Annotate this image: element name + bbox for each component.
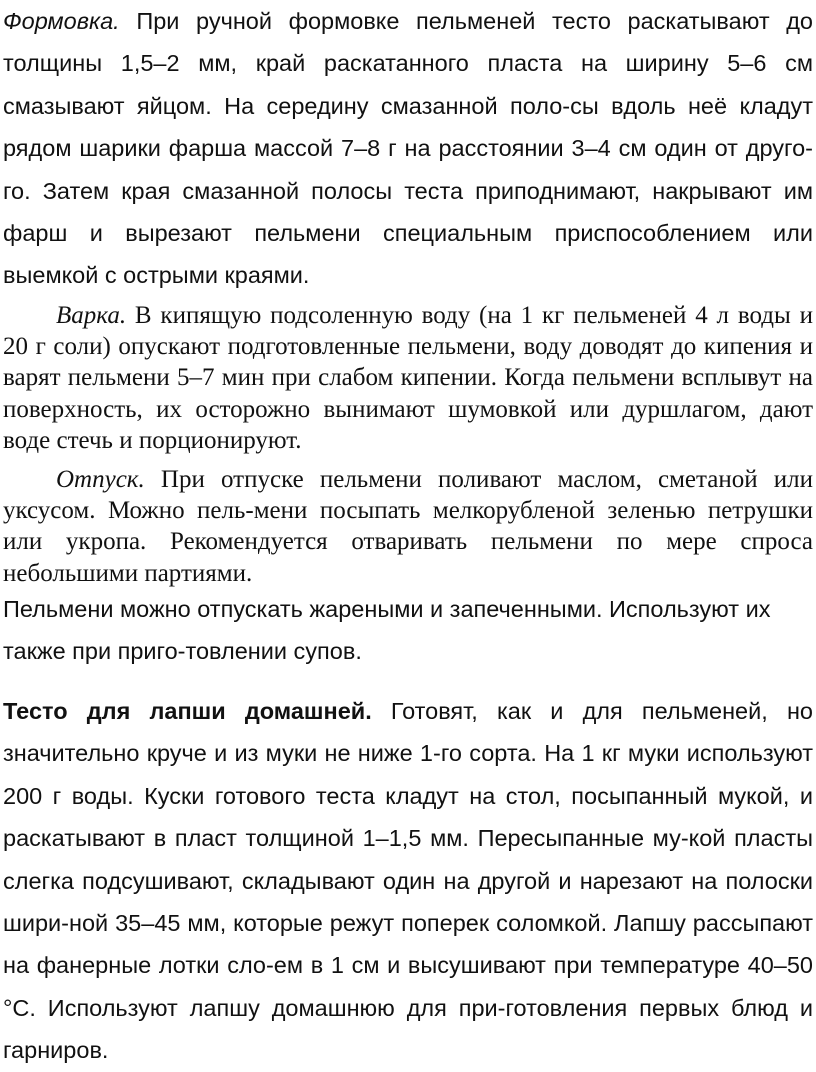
paragraph-formovka xyxy=(3,0,813,297)
otpusk-text: При отпуске пельмени поливают маслом, сметаной или уксусом. Можно пель-мени посыпать мелкорубленой зеленью петрушки или укропа. Рекомендуется отваривать пельмени по мере спроса небольшими партиями. xyxy=(3,466,813,587)
lapsha-heading: Тесто для лапши домашней. xyxy=(3,698,372,724)
paragraph-lapsha xyxy=(3,690,813,1072)
fried-text: Пельмени можно отпускать жареными и запеченными. Используют их также при приго-товлении супов. xyxy=(3,596,771,665)
formovka-heading: Формовка. xyxy=(3,8,120,34)
varka-heading: Варка. xyxy=(56,302,127,329)
lapsha-text: Готовят, как и для пельменей, но значительно круче и из муки не ниже 1-го сорта. На 1 кг муки используют 200 г воды. Куски готового теста кладут на стол, посыпанный мукой, и раскатывают в пласт толщиной 1–1,5 мм. Пересыпанные му-кой пласты слегка подсушивают, складывают один на другой и нарезают на полоски шири-ной 35–45 мм, которые режут поперек соломкой. Лапшу рассыпают на фанерные лотки сло-ем в 1 см и высушивают при температуре 40–50 °С. Используют лапшу домашнюю для при-готовления первых блюд и гарниров. xyxy=(3,698,813,1064)
paragraph-otpusk xyxy=(3,464,813,589)
paragraph-varka xyxy=(3,300,813,456)
formovka-text: При ручной формовке пельменей тесто раскатывают до толщины 1,5–2 мм, край раскатанного пласта на ширину 5–6 см смазывают яйцом. На середину смазанной поло-сы вдоль неё кладут рядом шарики фарша массой 7–8 г на расстоянии 3–4 см один от друго-го. Затем края смазанной полосы теста приподнимают, накрывают им фарш и вырезают пельмени специальным приспособлением или выемкой с острыми краями. xyxy=(3,8,813,289)
varka-text: В кипящую подсоленную воду (на 1 кг пельменей 4 л воды и 20 г соли) опускают подготовленные пельмени, воду доводят до кипения и варят пельмени 5–7 мин при слабом кипении. Когда пельмени всплывут на поверхность, их осторожно вынимают шумовкой или дуршлагом, дают воде стечь и порционируют. xyxy=(3,302,813,454)
otpusk-heading: Отпуск. xyxy=(56,466,145,493)
paragraph-fried xyxy=(3,588,813,673)
